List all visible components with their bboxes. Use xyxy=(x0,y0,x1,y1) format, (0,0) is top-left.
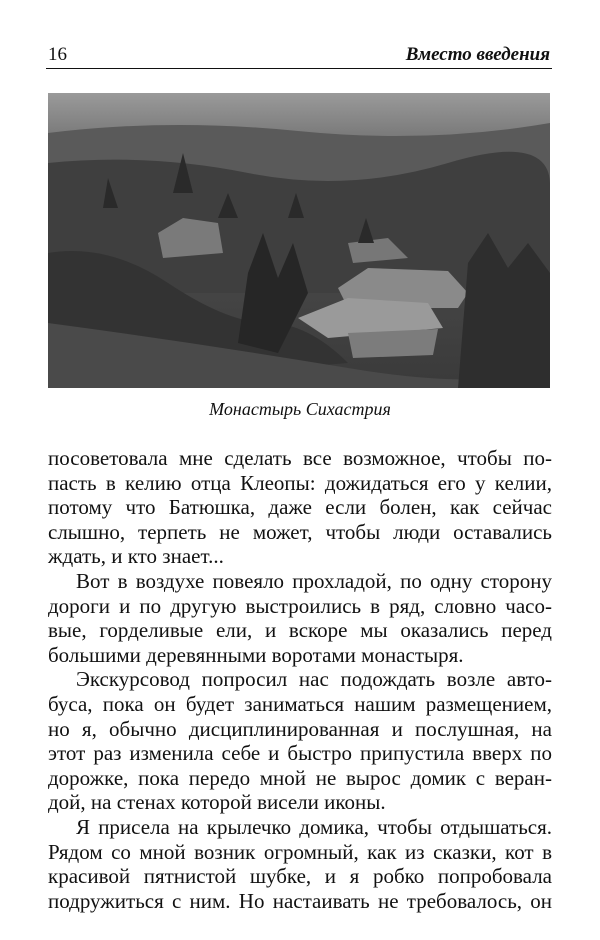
photo-caption: Монастырь Сихастрия xyxy=(209,399,391,419)
text-line: большими деревянными воротами монастыря. xyxy=(48,642,464,667)
text-line: Экскурсовод попросил нас подождать возле авто- xyxy=(76,667,552,692)
text-line: подружиться с ним. Но настаивать не требовалось, он xyxy=(48,888,552,913)
header-rule xyxy=(46,68,552,69)
text-line: Рядом со мной возник огромный, как из сказки, кот в xyxy=(48,839,552,864)
text-line: ждать, и кто знает... xyxy=(48,544,224,569)
text-line: дорожке, пока передо мной не вырос домик с веран- xyxy=(48,765,552,790)
text-line: Вот в воздухе повеяло прохладой, по одну сторону xyxy=(76,568,552,593)
text-line: Я присела на крылечко домика, чтобы отдышаться. xyxy=(76,814,552,839)
text-line: красивой пятнистой шубке, и я робко попробовала xyxy=(48,864,552,889)
text-line: но я, обычно дисциплинированная и послушная, на xyxy=(48,716,552,741)
text-line: буса, пока он будет заниматься нашим размещением, xyxy=(48,691,552,716)
text-line: дороги и по другую выстроились в ряд, словно часо- xyxy=(48,593,552,618)
text-line: слышно, терпеть не может, чтобы люди оставались xyxy=(48,519,552,544)
text-line: потому что Батюшка, даже если болен, как сейчас xyxy=(48,495,552,520)
text-line: пасть в келию отца Клеопы: дожидаться его у келии, xyxy=(48,470,552,495)
text-line: вые, горделивые ели, и вскоре мы оказались перед xyxy=(48,618,552,643)
text-line: дой, на стенах которой висели иконы. xyxy=(48,790,386,815)
body-text xyxy=(48,446,552,913)
text-line: посоветовала мне сделать все возможное, чтобы по- xyxy=(48,446,552,470)
page-number: 16 xyxy=(48,44,67,65)
running-header-title: Вместо введения xyxy=(405,44,550,65)
text-line: этот раз изменила себе и быстро припустила вверх по xyxy=(48,741,552,766)
monastery-photo xyxy=(48,93,550,388)
